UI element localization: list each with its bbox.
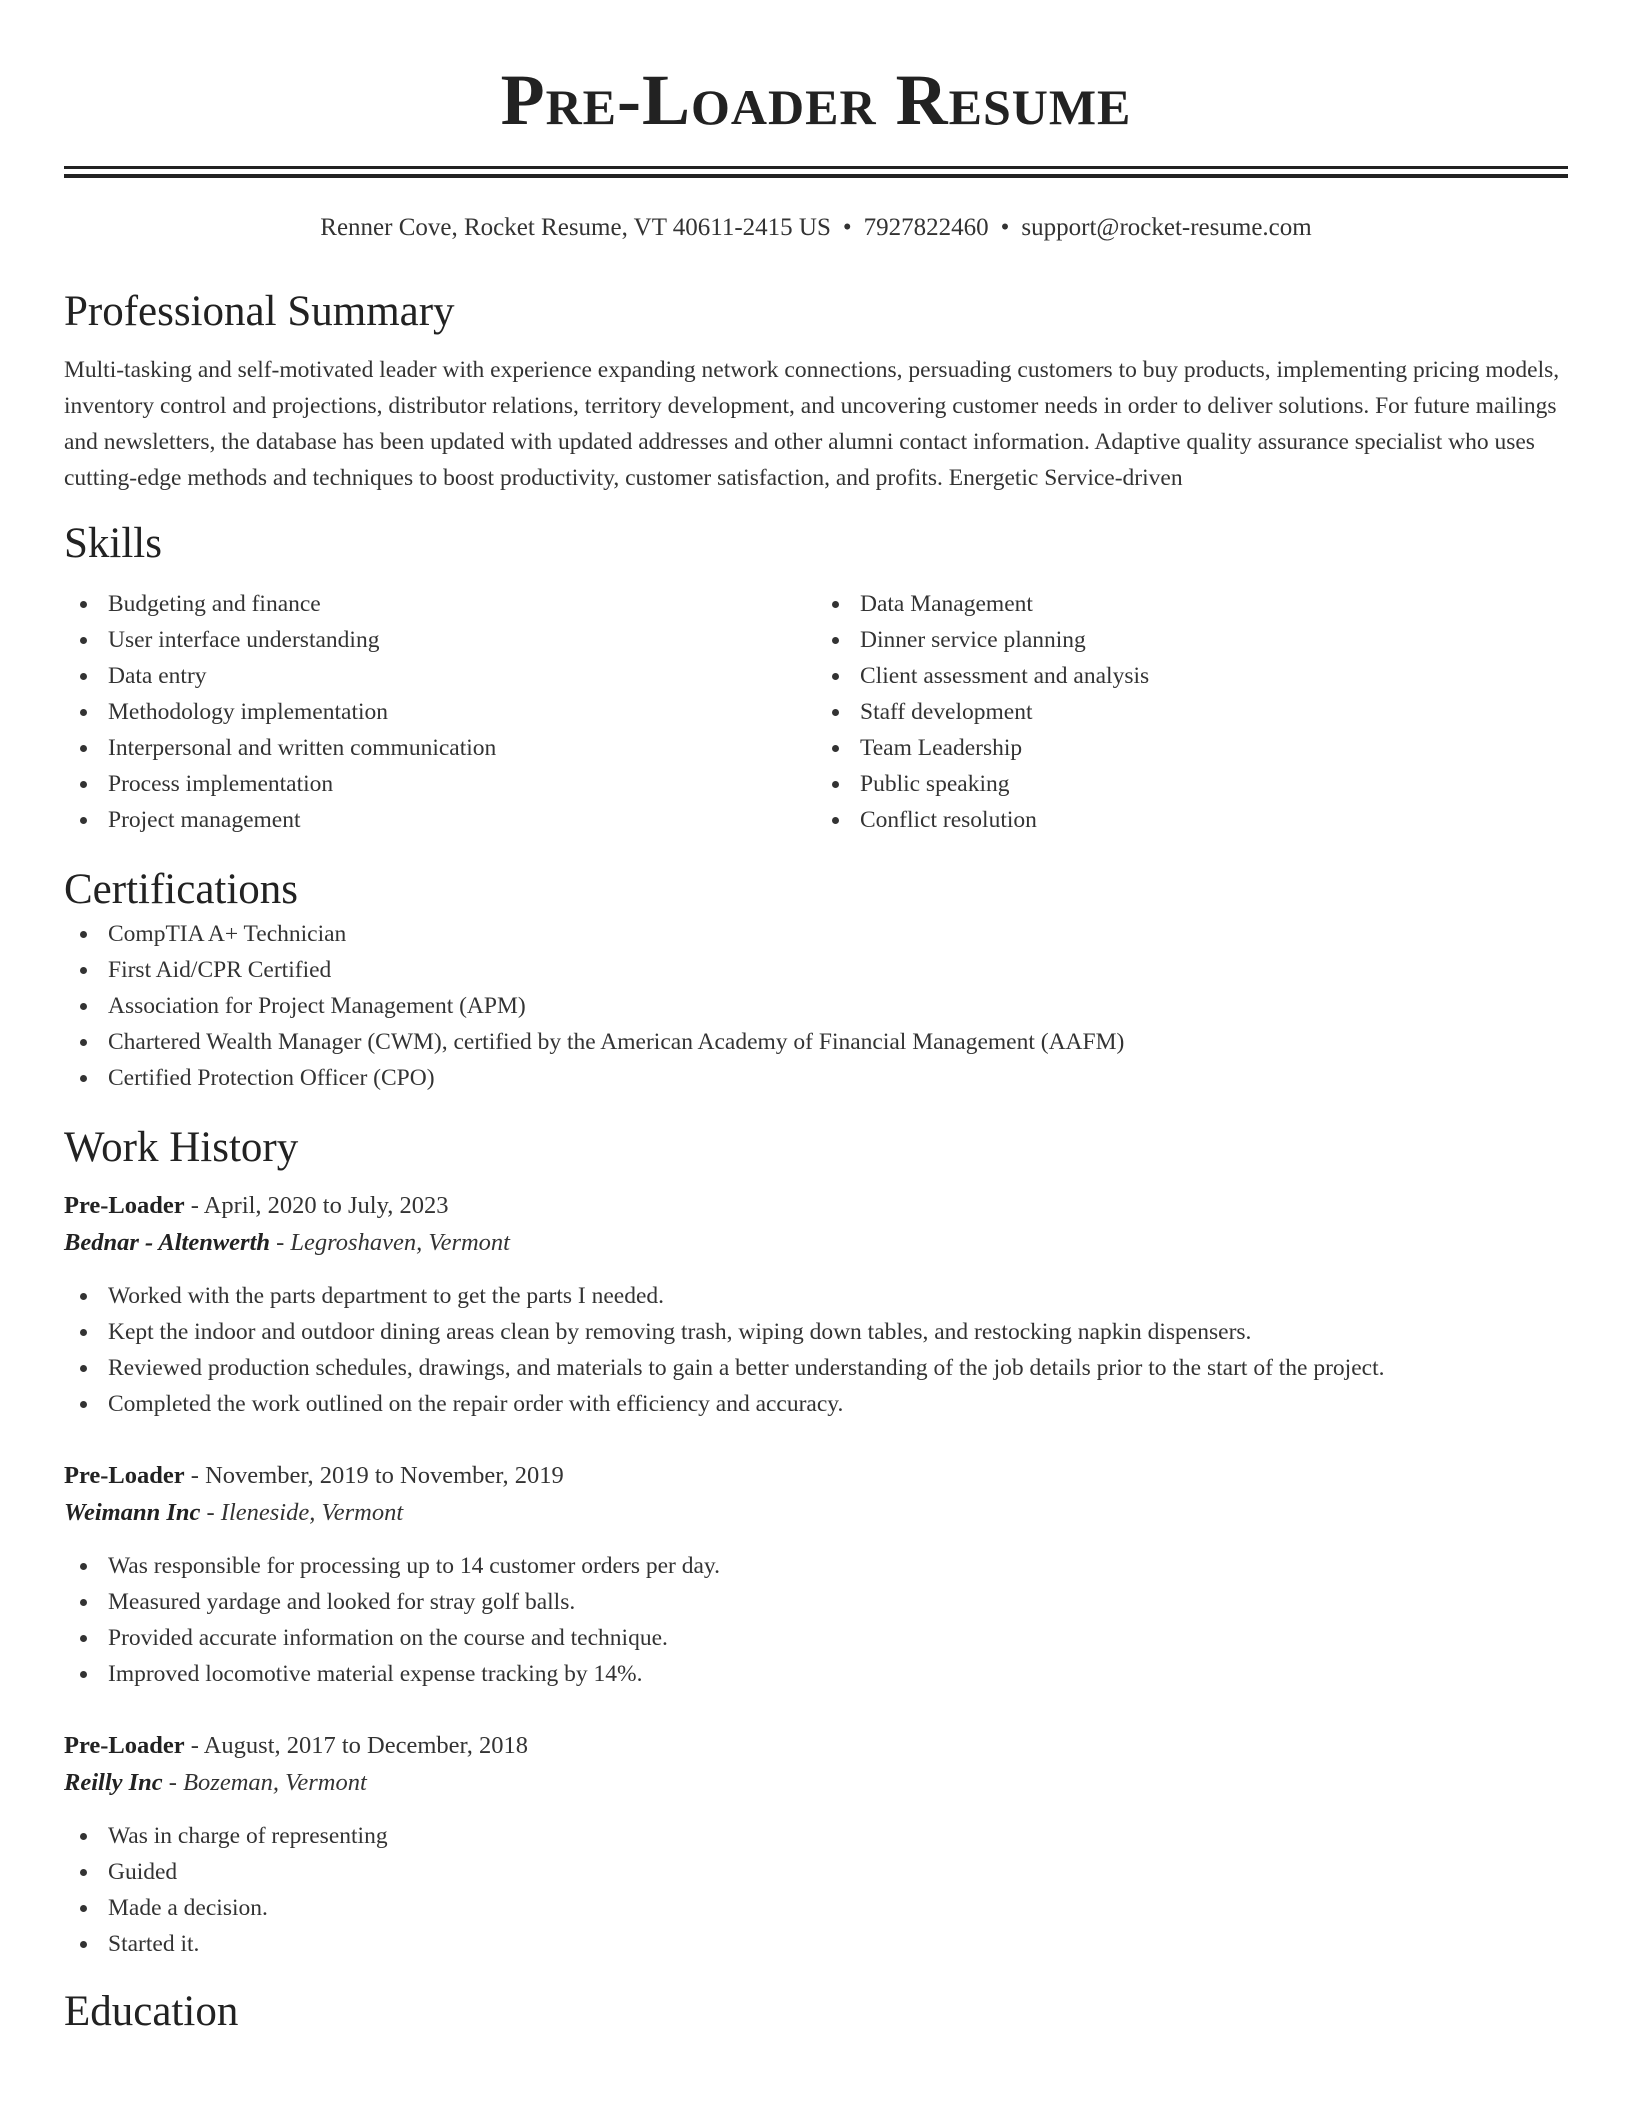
job-duty-item-text: Was responsible for processing up to 14 customer orders per day. <box>108 1553 720 1579</box>
bullet-icon <box>832 637 839 644</box>
job-title-line <box>64 1728 1568 1764</box>
contact-line <box>64 212 1568 244</box>
bullet-icon <box>80 1599 87 1606</box>
skill-item-text: Data Management <box>860 591 1033 617</box>
skills-heading: Skills <box>64 520 162 567</box>
job-location: - Ileneside, Vermont <box>200 1499 404 1526</box>
job-duty-item-text: Started it. <box>108 1931 200 1957</box>
skill-item-text: Conflict resolution <box>860 807 1037 833</box>
bullet-icon <box>80 1671 87 1678</box>
job-duty-item-text: Made a decision. <box>108 1895 268 1921</box>
certification-item-text: First Aid/CPR Certified <box>108 957 332 983</box>
bullet-icon <box>80 1365 87 1372</box>
bullet-icon <box>832 673 839 680</box>
certification-item <box>64 988 1568 1024</box>
job-duty-item-text: Reviewed production schedules, drawings, and materials to gain a better understanding of the job details prior to the start of the project. <box>108 1355 1385 1381</box>
title-double-rule <box>64 166 1568 178</box>
job-duty-item-text: Guided <box>108 1859 178 1885</box>
certification-item-text: Association for Project Management (APM) <box>108 993 526 1019</box>
job-company: Reilly Inc <box>64 1769 163 1796</box>
certifications-list <box>64 916 1568 1096</box>
skill-item <box>64 658 816 694</box>
certification-item-text: Chartered Wealth Manager (CWM), certified by the American Academy of Financial Management (AAFM) <box>108 1029 1125 1055</box>
bullet-icon <box>80 1003 87 1010</box>
job-duty-item <box>64 1620 1568 1656</box>
skill-item-text: Dinner service planning <box>860 627 1086 653</box>
job-company-line <box>64 1224 1568 1262</box>
education-heading: Education <box>64 1988 239 2035</box>
job-role: Pre-Loader <box>64 1732 185 1759</box>
job-location: - Bozeman, Vermont <box>162 1769 367 1796</box>
certification-item <box>64 1060 1568 1096</box>
bullet-icon <box>80 967 87 974</box>
bullet-icon <box>80 745 87 752</box>
skill-item <box>816 766 1568 802</box>
job-entry <box>64 1188 1568 1422</box>
bullet-icon <box>80 781 87 788</box>
job-dates: - April, 2020 to July, 2023 <box>184 1192 449 1219</box>
contact-address: Renner Cove, Rocket Resume, VT 40611-2415 US <box>320 214 831 241</box>
skill-item <box>816 586 1568 622</box>
job-duty-item <box>64 1656 1568 1692</box>
job-duties-list <box>64 1548 1568 1692</box>
skill-item <box>816 730 1568 766</box>
job-duty-item-text: Worked with the parts department to get the parts I needed. <box>108 1283 665 1309</box>
job-duty-item <box>64 1350 1568 1386</box>
job-duty-item <box>64 1854 1568 1890</box>
bullet-icon <box>80 637 87 644</box>
job-title-line <box>64 1458 1568 1494</box>
skill-item-text: Budgeting and finance <box>108 591 321 617</box>
resume-title: Pre-Loader Resume <box>500 60 1132 140</box>
skill-item-text: Client assessment and analysis <box>860 663 1150 689</box>
skill-item-text: Methodology implementation <box>108 699 389 725</box>
contact-phone: 7927822460 <box>863 214 989 241</box>
contact-email: support@rocket-resume.com <box>1021 214 1312 241</box>
skills-right-list <box>816 586 1568 838</box>
bullet-icon <box>832 817 839 824</box>
job-entry <box>64 1458 1568 1692</box>
job-title-line <box>64 1188 1568 1224</box>
job-duty-item <box>64 1314 1568 1350</box>
bullet-icon <box>80 1635 87 1642</box>
skill-item <box>64 730 816 766</box>
certification-item <box>64 952 1568 988</box>
certification-item <box>64 1024 1568 1060</box>
job-duties-list <box>64 1278 1568 1422</box>
skill-item-text: Interpersonal and written communication <box>108 735 497 761</box>
job-duty-item <box>64 1584 1568 1620</box>
job-duty-item <box>64 1278 1568 1314</box>
work-history-heading: Work History <box>64 1124 299 1171</box>
summary-text: Multi-tasking and self-motivated leader with experience expanding network connections, persuading customers to buy products, implementing pricing models, inventory control and projections, distributor relations, territory development, and uncovering customer needs in order to deliver solutions. For future mailings and newsletters, the database has been updated with updated addresses and other alumni contact information. Adaptive quality assurance specialist who uses cutting-edge methods and techniques to boost productivity, customer satisfaction, and profits. Energetic Service-driven <box>64 357 1560 491</box>
job-entry <box>64 1728 1568 1962</box>
skill-item <box>816 622 1568 658</box>
job-duty-item <box>64 1926 1568 1962</box>
bullet-icon <box>80 1563 87 1570</box>
skill-item <box>816 658 1568 694</box>
bullet-icon <box>80 709 87 716</box>
bullet-icon <box>80 1401 87 1408</box>
job-duty-item <box>64 1890 1568 1926</box>
job-dates: - August, 2017 to December, 2018 <box>184 1732 528 1759</box>
skill-item-text: Project management <box>108 807 301 833</box>
job-company: Weimann Inc <box>64 1499 201 1526</box>
bullet-icon <box>80 931 87 938</box>
skill-item-text: Staff development <box>860 699 1033 725</box>
skills-columns <box>64 586 1568 838</box>
job-duty-item-text: Completed the work outlined on the repair order with efficiency and accuracy. <box>108 1391 844 1417</box>
skill-item <box>816 802 1568 838</box>
job-company-line <box>64 1494 1568 1532</box>
skill-item-text: Process implementation <box>108 771 334 797</box>
job-duties-list <box>64 1818 1568 1962</box>
job-duty-item <box>64 1548 1568 1584</box>
job-duty-item-text: Measured yardage and looked for stray golf balls. <box>108 1589 576 1615</box>
skill-item <box>816 694 1568 730</box>
summary-heading: Professional Summary <box>64 288 455 335</box>
contact-separator: • <box>1000 214 1010 241</box>
job-duty-item-text: Was in charge of representing <box>108 1823 388 1849</box>
bullet-icon <box>80 817 87 824</box>
skill-item <box>64 802 816 838</box>
certifications-heading: Certifications <box>64 866 299 913</box>
skill-item-text: User interface understanding <box>108 627 380 653</box>
skill-item-text: Data entry <box>108 663 207 689</box>
bullet-icon <box>832 709 839 716</box>
bullet-icon <box>80 1941 87 1948</box>
skill-item-text: Team Leadership <box>860 735 1023 761</box>
bullet-icon <box>80 601 87 608</box>
certification-item <box>64 916 1568 952</box>
bullet-icon <box>832 745 839 752</box>
job-company: Bednar - Altenwerth <box>64 1229 271 1256</box>
job-role: Pre-Loader <box>64 1462 185 1489</box>
bullet-icon <box>832 601 839 608</box>
job-duty-item <box>64 1818 1568 1854</box>
skill-item <box>64 694 816 730</box>
bullet-icon <box>832 781 839 788</box>
job-company-line <box>64 1764 1568 1802</box>
bullet-icon <box>80 1329 87 1336</box>
bullet-icon <box>80 1293 87 1300</box>
certification-item-text: Certified Protection Officer (CPO) <box>108 1065 435 1091</box>
skill-item <box>64 586 816 622</box>
job-dates: - November, 2019 to November, 2019 <box>184 1462 564 1489</box>
skills-left-list <box>64 586 816 838</box>
job-location: - Legroshaven, Vermont <box>270 1229 510 1256</box>
bullet-icon <box>80 673 87 680</box>
job-duty-item <box>64 1386 1568 1422</box>
skill-item-text: Public speaking <box>860 771 1010 797</box>
job-role: Pre-Loader <box>64 1192 185 1219</box>
contact-separator: • <box>842 214 852 241</box>
job-duty-item-text: Kept the indoor and outdoor dining areas clean by removing trash, wiping down tables, and restocking napkin dispensers. <box>108 1319 1252 1345</box>
bullet-icon <box>80 1833 87 1840</box>
bullet-icon <box>80 1905 87 1912</box>
bullet-icon <box>80 1075 87 1082</box>
certification-item-text: CompTIA A+ Technician <box>108 921 347 947</box>
bullet-icon <box>80 1869 87 1876</box>
skill-item <box>64 766 816 802</box>
skill-item <box>64 622 816 658</box>
bullet-icon <box>80 1039 87 1046</box>
job-duty-item-text: Improved locomotive material expense tracking by 14%. <box>108 1661 643 1687</box>
job-duty-item-text: Provided accurate information on the course and technique. <box>108 1625 668 1651</box>
